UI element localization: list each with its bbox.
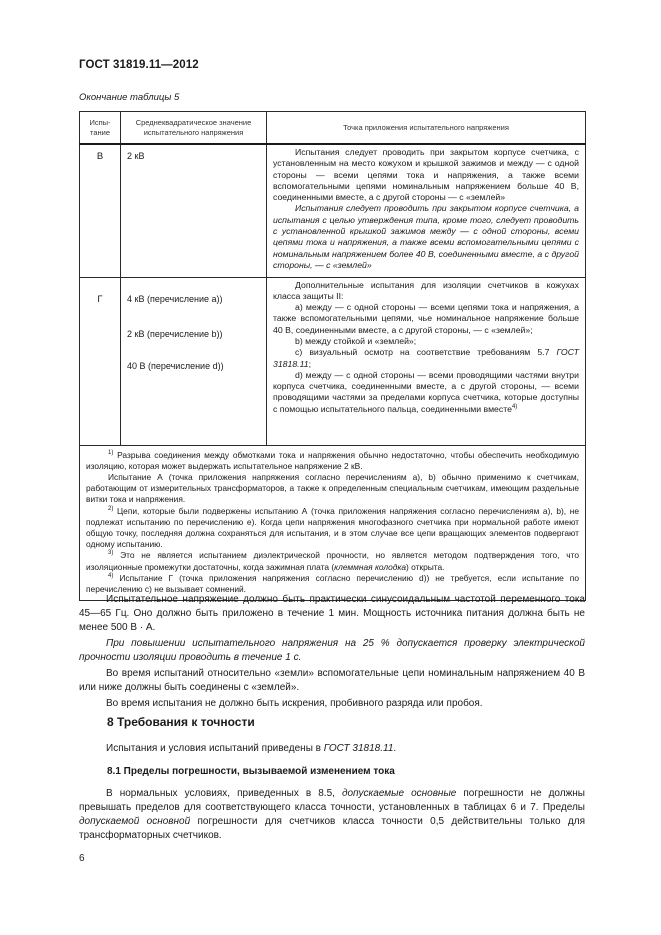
row-g-description — [267, 277, 586, 445]
section-8-1-title: 8.1 Пределы погрешности, вызываемой изменением тока — [107, 766, 395, 777]
table-notes — [80, 445, 586, 601]
note-3: $^{3)}$ Это не является испытанием диэлектрической прочности, но является методом подтверждения того, что изоляционные промежутки достаточны, когда зажимная плата (клеммная колодка) открыта. — [86, 550, 579, 572]
paragraph: Во время испытания не должно быть искрения, пробивного разряда или пробоя. — [106, 698, 483, 709]
document-header: ГОСТ 31819.11—2012 — [79, 59, 199, 71]
test-table — [79, 111, 586, 601]
row-g-item-b: b) между стойкой и «землей»; — [295, 335, 417, 346]
col-header-point: Точка приложения испытательного напряжения — [267, 112, 586, 145]
row-g-class: Г — [80, 277, 121, 445]
row-g-item-a: а) между — с одной стороны — всеми цепями тока и напряжения, а также вспомогательными цепями, чье номинальное напряжение больше 40 В, соединенными вместе, а с другой стороны, — с «землей»; — [273, 302, 579, 335]
row-b-text: Испытания следует проводить при закрытом корпусе счетчика, с установленным на место кожухом и крышкой зажимов и между — с одной стороны — всеми цепями тока и напряжения, а также всеми вспомогательными цепями номинальным напряжением больше 40 В, соединенными вместе, а с другой стороны — с «землей» — [273, 147, 579, 203]
paragraph: Испытания и условия испытаний приведены в ГОСТ 31818.11. — [106, 743, 397, 754]
row-g-item-c: с) визуальный осмотр на соответствие требованиям 5.7 ГОСТ 31818.11; — [273, 347, 579, 369]
body-text-1 — [79, 593, 585, 711]
table-row — [80, 277, 586, 445]
note-1b: Испытание А (точка приложения напряжения согласно перечислениям а), b) обычно применимо к счетчикам, работающим от измерительных трансформаторов, а также к определенным специальным счетчикам, имеющим раздельные витки тока и напряжения. — [86, 471, 579, 505]
table-notes-row — [80, 445, 586, 601]
page-number: 6 — [79, 853, 85, 864]
row-g-voltage-a: 4 кВ (перечисление а)) — [127, 293, 223, 304]
table-row — [80, 144, 586, 277]
row-g-voltage-d: 40 В (перечисление d)) — [127, 360, 224, 371]
paragraph: Испытательное напряжение должно быть практически синусоидальным частотой переменного тока 45—65 Гц. Оно должно быть приложено в течение 1 мин. Мощность источника питания должна быть не менее 500 В · А. — [79, 594, 585, 633]
paragraph: В нормальных условиях, приведенных в 8.5, допускаемые основные погрешности не должны превышать пределов для соответствующего класса точности, установленных в таблицах 6 и 7. Пределы допускаемой основной погрешности для счетчиков класса точности 0,5 действительны только для трансформаторных счетчиков. — [79, 788, 585, 841]
col-header-test: Испы- тание — [80, 112, 121, 145]
table-header-row — [80, 112, 586, 145]
paragraph-italic: При повышении испытательного напряжения на 25 % допускается проверку электрической прочности изоляции проводить в течение 1 с. — [79, 638, 585, 663]
row-b-class: В — [80, 144, 121, 277]
row-g-voltage — [121, 277, 267, 445]
row-b-text-italic: Испытания следует проводить при закрытом корпусе счетчика, а испытания с целью утверждения типа, кроме того, следует проводить с установленной крышкой зажимов между — с одной стороны, всеми цепями тока и напряжения, а также всеми вспомогательными цепями с номинальным напряжением более 40 В, соединенными вместе, а с другой стороны, — с «землей» — [273, 203, 579, 270]
row-b-voltage: 2 кВ — [121, 144, 267, 277]
row-g-intro: Дополнительные испытания для изоляции счетчиков в кожухах класса защиты II: — [273, 279, 579, 301]
note-2: $^{2)}$ Цепи, которые были подвержены испытанию А (точка приложения напряжения согласно перечислениям а), b), не подлежат испытанию по перечислению е). Когда цепи напряжения многофазного счетчика при нормальной работе имеют общую точку, последняя должна сохраняться для испытания, и в этом случае все цепи вращающих элементов подвергают одному испытанию. — [86, 505, 580, 550]
row-b-description — [267, 144, 586, 277]
paragraph: Во время испытаний относительно «земли» вспомогательные цепи номинальным напряжением 40 В или ниже должны быть соединены с «землей». — [79, 668, 585, 693]
section-8-text — [79, 742, 585, 756]
section-8-title: 8 Требования к точности — [107, 715, 255, 729]
table-caption: Окончание таблицы 5 — [79, 92, 180, 103]
row-g-item-d: d) между — с одной стороны — всеми проводящими частями внутри корпуса счетчика, соединенными вместе, а с другой стороны, — всеми проводящими частями за пределами корпуса счетчика, которые доступны с помощью испытательного пальца, соединенными вместе$^{4)}$ — [273, 369, 579, 414]
note-1: $^{1)}$ Разрыва соединения между обмотками тока и напряжения обычно недостаточно, чтобы обеспечить необходимую изоляцию, которая может выдержать испытательное напряжение 2 кВ. — [86, 449, 579, 471]
col-header-voltage: Среднеквадратическое значение испытательного напряжения — [121, 112, 267, 145]
section-8-1-text — [79, 787, 585, 843]
row-g-voltage-b: 2 кВ (перечисление b)) — [127, 328, 223, 339]
note-4: $^{4)}$ Испытание Г (точка приложения напряжения согласно перечислению d)) не требуется, если испытание по перечислению с) не вызывает сомнений. — [86, 572, 579, 594]
